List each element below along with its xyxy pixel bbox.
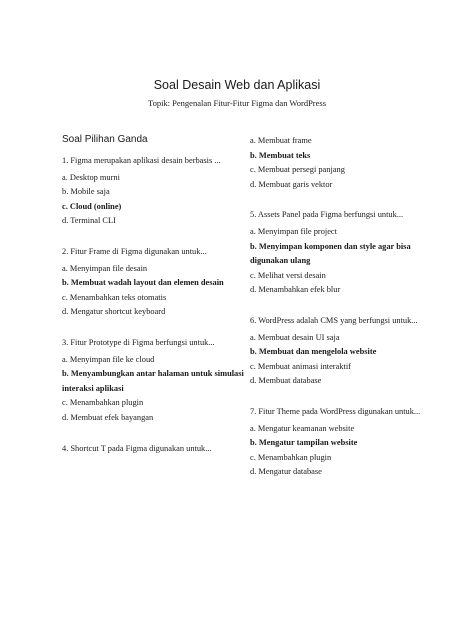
option-c: c. Melihat versi desain (250, 270, 326, 280)
option-c: c. Cloud (online) (62, 201, 122, 211)
left-column (62, 133, 252, 458)
question-7 (250, 405, 440, 480)
option-d: d. Membuat efek bayangan (62, 412, 154, 422)
question-stem: 1. Figma merupakan aplikasi desain berbasis ... (62, 156, 221, 165)
option-d: d. Menambahkan efek blur (250, 285, 341, 295)
option-d: d. Terminal CLI (62, 216, 116, 226)
option-a: a. Menyimpan file project (250, 226, 337, 236)
option-a: a. Membuat frame (250, 136, 312, 145)
option-c: c. Menambahkan plugin (62, 398, 144, 408)
question-3 (62, 336, 252, 426)
question-4 (62, 442, 252, 457)
question-6 (250, 314, 440, 389)
option-b: b. Menyimpan komponen dan style agar bisa digunakan ulang (250, 241, 411, 266)
option-c: c. Menambahkan plugin (250, 452, 332, 462)
option-b: b. Membuat dan mengelola website (250, 347, 377, 357)
option-d: d. Mengatur shortcut keyboard (62, 307, 166, 317)
question-stem: 6. WordPress adalah CMS yang berfungsi untuk... (250, 315, 418, 325)
question-4-options (250, 134, 440, 192)
document-subtitle: Topik: Pengenalan Fitur-Fitur Figma dan WordPress (147, 98, 327, 108)
right-column (250, 134, 440, 480)
question-5 (250, 208, 440, 298)
option-a: a. Menyimpan file desain (62, 263, 148, 273)
question-stem: 3. Fitur Prototype di Figma berfungsi untuk... (62, 337, 215, 347)
question-1 (62, 154, 252, 229)
option-b: b. Membuat teks (250, 150, 311, 160)
option-a: a. Mengatur keamanan website (250, 423, 355, 433)
question-stem: 5. Assets Panel pada Figma berfungsi untuk... (250, 210, 404, 220)
option-a: a. Membuat desain UI saja (250, 332, 340, 342)
section-heading: Soal Pilihan Ganda (62, 134, 148, 145)
option-c: c. Membuat persegi panjang (250, 165, 345, 175)
question-stem: 7. Fitur Theme pada WordPress digunakan untuk... (250, 406, 421, 416)
option-b: b. Mengatur tampilan website (250, 438, 358, 448)
option-c: c. Menambahkan teks otomatis (62, 292, 167, 302)
option-b: b. Mobile saja (62, 187, 110, 197)
option-d: d. Membuat garis vektor (250, 179, 333, 189)
option-d: d. Membuat database (250, 376, 322, 386)
question-2 (62, 245, 252, 320)
option-b: b. Membuat wadah layout dan elemen desain (62, 278, 224, 288)
document-title: Soal Desain Web dan Aplikasi (153, 78, 321, 92)
option-c: c. Membuat animasi interaktif (250, 361, 351, 371)
question-stem: 2. Fitur Frame di Figma digunakan untuk... (62, 246, 207, 256)
option-b: b. Menyambungkan antar halaman untuk simulasi interaksi aplikasi (62, 369, 244, 393)
option-a: a. Desktop murni (62, 172, 120, 182)
option-a: a. Menyimpan file ke cloud (62, 354, 155, 364)
option-d: d. Mengatur database (250, 467, 322, 477)
question-stem: 4. Shortcut T pada Figma digunakan untuk... (62, 443, 212, 453)
